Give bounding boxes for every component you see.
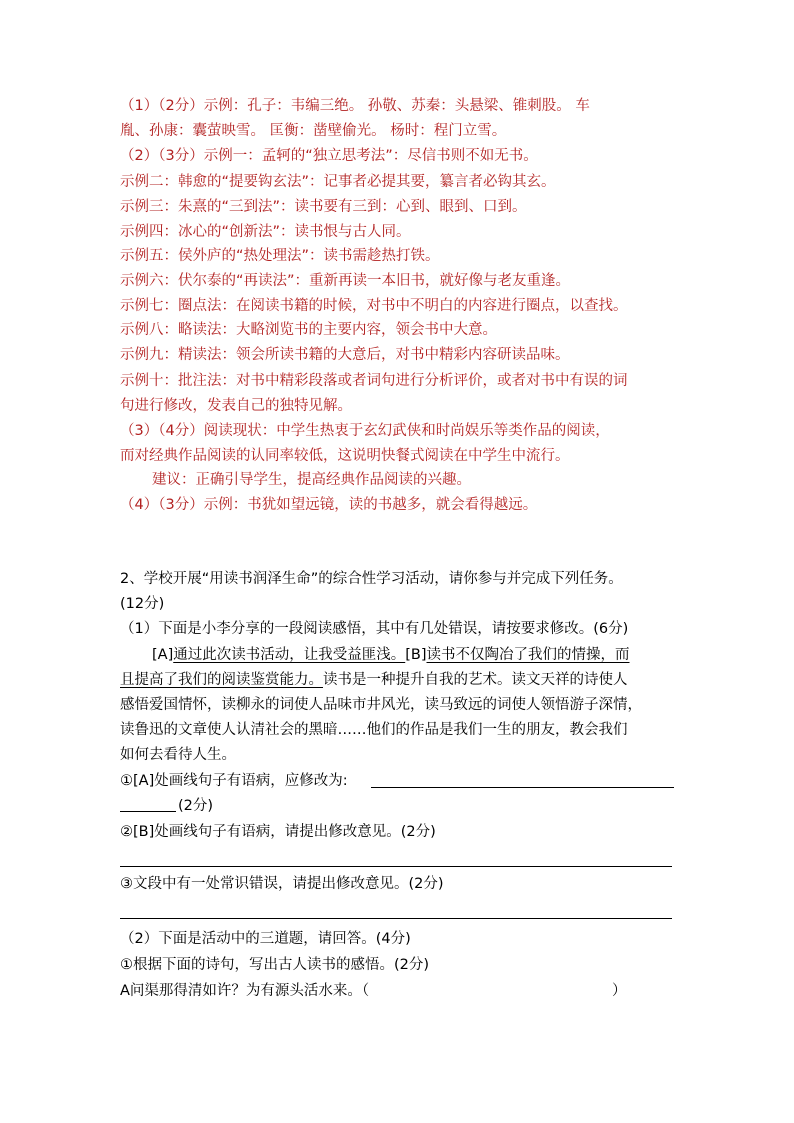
answer-line-2: 胤、孙康：囊萤映雪。 匡衡：凿壁偷光。 杨时：程门立雪。 xyxy=(120,123,507,139)
answer-line-q1-b[interactable] xyxy=(120,811,176,812)
answer-line-7: 示例五：侯外庐的“热处理法”：读书需趁热打铁。 xyxy=(120,248,440,264)
passage-line-3: 感悟爱国情怀，读柳永的词使人品味市井风光，读马致远的词使人领悟游子深情， xyxy=(120,697,642,713)
part-2-question-1: ①根据下面的诗句，写出古人读书的感悟。(2分) xyxy=(120,957,430,973)
answer-line-q1-a[interactable] xyxy=(371,787,674,788)
underlined-sentence-b-part-1: 读书不仅陶冶了我们的情操，而 xyxy=(426,647,630,663)
marker-b: [B] xyxy=(405,647,427,663)
poem-prompt: A问渠那得清如许？为有源头活水来。（ xyxy=(120,983,370,999)
answer-line-8: 示例六：伏尔泰的“再读法”：重新再读一本旧书，就好像与老友重逢。 xyxy=(120,273,571,289)
answer-line-15: 而对经典作品阅读的认同率较低，这说明快餐式阅读在中学生中流行。 xyxy=(120,448,570,464)
passage-line-2 xyxy=(120,670,680,690)
marker-a: [A] xyxy=(152,647,174,663)
answer-line-6: 示例四：冰心的“创新法”：读书恨与古人同。 xyxy=(120,224,411,240)
sub-question-3: ③文段中有一处常识错误，请提出修改意见。(2分) xyxy=(120,876,444,892)
answer-line-13: 句进行修改，发表自己的独特见解。 xyxy=(120,398,352,414)
answer-line-5: 示例三：朱熹的“三到法”：读书要有三到：心到、眼到、口到。 xyxy=(120,199,527,215)
answer-line-9: 示例七：圈点法：在阅读书籍的时候，对书中不明白的内容进行圈点，以查找。 xyxy=(120,298,628,314)
answer-line-12: 示例十：批注法：对书中精彩段落或者词句进行分析评价，或者对书中有误的词 xyxy=(120,373,628,389)
passage-text: 读书是一种提升自我的艺术。读文天祥的诗使人 xyxy=(323,672,628,688)
question-2-score: (12分) xyxy=(120,596,165,612)
sub-question-1: ①[A]处画线句子有语病，应修改为: xyxy=(120,773,348,789)
sub-question-1-score: (2分) xyxy=(178,798,214,814)
answer-line-q3[interactable] xyxy=(120,918,672,919)
part-2-prompt: （2）下面是活动中的三道题，请回答。(4分) xyxy=(120,931,411,947)
answer-line-16: 建议：正确引导学生，提高经典作品阅读的兴趣。 xyxy=(152,472,471,488)
answer-line-17: （4）（3分）示例：书犹如望远镜，读的书越多，就会看得越远。 xyxy=(120,497,538,513)
passage-line-5: 如何去看待人生。 xyxy=(120,747,236,763)
underlined-sentence-a: 通过此次读书活动，让我受益匪浅。 xyxy=(173,647,406,663)
passage-line-4: 读鲁迅的文章使人认清社会的黑暗……他们的作品是我们一生的朋友，教会我们 xyxy=(120,722,628,738)
answer-line-10: 示例八：略读法：大略浏览书的主要内容，领会书中大意。 xyxy=(120,322,497,338)
answer-line-3: （2）（3分）示例一：孟轲的“独立思考法”：尽信书则不如无书。 xyxy=(120,148,538,164)
answer-line-14: （3）（4分）阅读现状：中学生热衷于玄幻武侠和时尚娱乐等类作品的阅读， xyxy=(120,423,610,439)
answer-line-4: 示例二：韩愈的“提要钩玄法”：记事者必提其要，纂言者必钩其玄。 xyxy=(120,174,556,190)
answer-blank-close: ） xyxy=(612,983,627,999)
sub-question-2: ②[B]处画线句子有语病，请提出修改意见。(2分) xyxy=(120,824,436,840)
underlined-sentence-b-part-2: 且提高了我们的阅读鉴赏能力。 xyxy=(120,672,323,688)
answer-line-q2[interactable] xyxy=(120,866,672,867)
answer-line-1: （1）（2分）示例：孔子：韦编三绝。 孙敬、苏秦：头悬梁、锥刺股。 车 xyxy=(120,98,590,114)
question-2-title: 2、学校开展“用读书润泽生命”的综合性学习活动，请你参与并完成下列任务。 xyxy=(120,571,623,587)
passage-line-1 xyxy=(152,645,712,665)
answer-line-11: 示例九：精读法：领会所读书籍的大意后，对书中精彩内容研读品味。 xyxy=(120,347,570,363)
part-1-prompt: （1）下面是小李分享的一段阅读感悟，其中有几处错误，请按要求修改。(6分) xyxy=(120,621,629,637)
